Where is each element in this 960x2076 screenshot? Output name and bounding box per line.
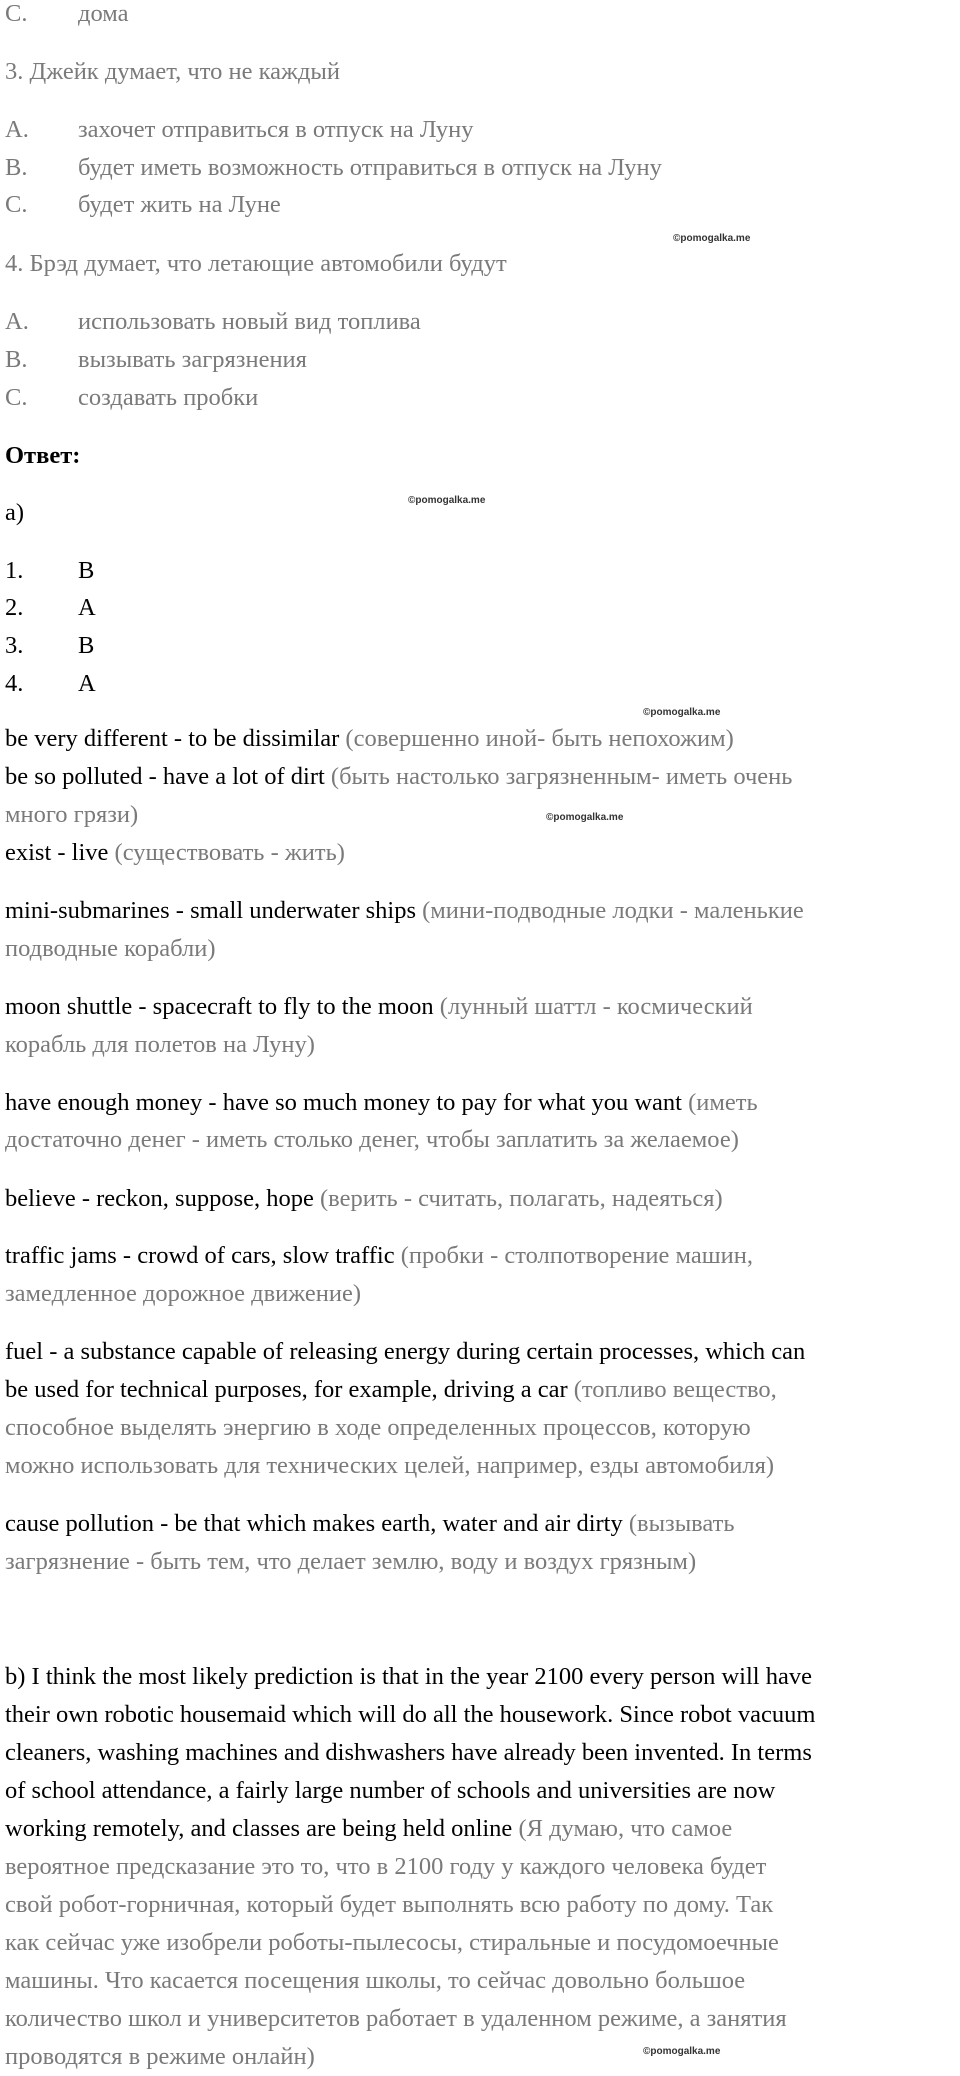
vocab-english: moon shuttle - spacecraft to fly to the moon bbox=[5, 993, 434, 1020]
part-b-text: of school attendance, a fairly large number of schools and universities are now bbox=[5, 1777, 776, 1804]
option-text: вызывать загрязнения bbox=[78, 346, 307, 373]
vocab-entry bbox=[5, 1505, 954, 1543]
answer-heading: Ответ: bbox=[5, 442, 81, 469]
vocab-translation: замедленное дорожное движение) bbox=[5, 1280, 362, 1307]
vocab-entry bbox=[5, 1237, 954, 1275]
part-a-label: a) bbox=[5, 499, 25, 526]
vocab-translation: (мини-подводные лодки - маленькие bbox=[422, 897, 804, 924]
vocab-translation: корабль для полетов на Луну) bbox=[5, 1031, 315, 1058]
vocab-translation: (быть настолько загрязненным- иметь очень bbox=[330, 763, 793, 790]
vocab-english: traffic jams - crowd of cars, slow traffic bbox=[5, 1242, 395, 1269]
vocab-translation: (верить - считать, полагать, надеяться) bbox=[320, 1185, 723, 1212]
vocab-english: exist - live bbox=[5, 839, 109, 866]
vocab-entry bbox=[5, 1371, 954, 1409]
vocab-english: have enough money - have so much money to pay for what you want bbox=[5, 1089, 682, 1116]
part-b-translation: как сейчас уже изобрели роботы-пылесосы, стиральные и посудомоечные bbox=[5, 1929, 779, 1956]
answer-value: A bbox=[78, 670, 96, 697]
answer-item bbox=[5, 627, 94, 665]
vocab-english: believe - reckon, suppose, hope bbox=[5, 1185, 314, 1212]
vocab-translation: (пробки - столпотворение машин, bbox=[400, 1242, 753, 1269]
answer-number: 2. bbox=[5, 594, 24, 621]
vocab-english: mini-submarines - small underwater ships bbox=[5, 897, 416, 924]
vocab-translation: (существовать - жить) bbox=[114, 839, 345, 866]
vocab-entry bbox=[5, 1084, 954, 1122]
vocab-translation: (лунный шаттл - космический bbox=[439, 993, 753, 1020]
option-text: захочет отправиться в отпуск на Луну bbox=[78, 116, 474, 143]
option-letter: A. bbox=[5, 308, 29, 335]
answer-number: 1. bbox=[5, 557, 24, 584]
watermark: ©pomogalka.me bbox=[643, 707, 721, 718]
answer-number: 3. bbox=[5, 632, 24, 659]
q4-option-b bbox=[5, 341, 307, 379]
vocab-entry bbox=[5, 758, 954, 796]
vocab-entry bbox=[5, 892, 954, 930]
q3-option-b bbox=[5, 149, 662, 187]
watermark: ©pomogalka.me bbox=[408, 495, 486, 506]
part-b-english: working remotely, and classes are being held online bbox=[5, 1815, 513, 1842]
answer-number: 4. bbox=[5, 670, 24, 697]
q3-stem: 3. Джейк думает, что не каждый bbox=[5, 58, 340, 85]
part-b-text: their own robotic housemaid which will do all the housework. Since robot vacuum bbox=[5, 1701, 816, 1728]
part-b-translation: (Я думаю, что самое bbox=[518, 1815, 733, 1842]
answer-value: B bbox=[78, 632, 95, 659]
part-b-text: cleaners, washing machines and dishwashers have already been invented. In terms bbox=[5, 1739, 812, 1766]
vocab-translation: (иметь bbox=[688, 1089, 758, 1116]
answer-item bbox=[5, 589, 96, 627]
option-letter: B. bbox=[5, 346, 28, 373]
vocab-translation: много грязи) bbox=[5, 801, 139, 828]
vocab-entry bbox=[5, 988, 954, 1026]
watermark: ©pomogalka.me bbox=[546, 812, 624, 823]
part-b-translation: свой робот-горничная, который будет выполнять всю работу по дому. Так bbox=[5, 1891, 774, 1918]
vocab-translation: загрязнение - быть тем, что делает землю, воду и воздух грязным) bbox=[5, 1548, 697, 1575]
vocab-english: be very different - to be dissimilar bbox=[5, 725, 340, 752]
vocab-english: be used for technical purposes, for example, driving a car bbox=[5, 1376, 568, 1403]
answer-value: B bbox=[78, 557, 95, 584]
part-b-text bbox=[5, 1810, 954, 1848]
answer-value: A bbox=[78, 594, 96, 621]
answer-item bbox=[5, 665, 96, 703]
option-text: будет жить на Луне bbox=[78, 191, 281, 218]
q4-option-a bbox=[5, 303, 421, 341]
answer-item bbox=[5, 552, 94, 590]
vocab-entry bbox=[5, 834, 954, 872]
part-b-translation: проводятся в режиме онлайн) bbox=[5, 2043, 315, 2070]
watermark: ©pomogalka.me bbox=[643, 2046, 721, 2057]
option-text: будет иметь возможность отправиться в отпуск на Луну bbox=[78, 154, 662, 181]
option-letter: C. bbox=[5, 384, 28, 411]
option-letter: C. bbox=[5, 0, 28, 27]
vocab-english: be so polluted - have a lot of dirt bbox=[5, 763, 325, 790]
q2-option-c bbox=[5, 0, 128, 33]
q4-stem: 4. Брэд думает, что летающие автомобили будут bbox=[5, 250, 507, 277]
part-b-translation: машины. Что касается посещения школы, то сейчас довольно большое bbox=[5, 1967, 746, 1994]
vocab-translation: можно использовать для технических целей, например, езды автомобиля) bbox=[5, 1452, 775, 1479]
option-letter: B. bbox=[5, 154, 28, 181]
vocab-translation: (совершенно иной- быть непохожим) bbox=[345, 725, 734, 752]
option-text: использовать новый вид топлива bbox=[78, 308, 421, 335]
part-b-text: b) I think the most likely prediction is that in the year 2100 every person will have bbox=[5, 1663, 812, 1690]
vocab-english: cause pollution - be that which makes earth, water and air dirty bbox=[5, 1510, 623, 1537]
part-b-translation: вероятное предсказание это то, что в 2100 году у каждого человека будет bbox=[5, 1853, 767, 1880]
option-text: дома bbox=[78, 0, 129, 27]
option-letter: A. bbox=[5, 116, 29, 143]
vocab-translation: (топливо вещество, bbox=[573, 1376, 777, 1403]
vocab-entry bbox=[5, 720, 954, 758]
option-text: создавать пробки bbox=[78, 384, 259, 411]
vocab-entry bbox=[5, 1180, 954, 1218]
q3-option-c bbox=[5, 186, 281, 224]
vocab-translation: (вызывать bbox=[628, 1510, 735, 1537]
part-b-translation: количество школ и университетов работает в удаленном режиме, а занятия bbox=[5, 2005, 787, 2032]
vocab-translation: подводные корабли) bbox=[5, 935, 216, 962]
q3-option-a bbox=[5, 111, 474, 149]
vocab-translation: достаточно денег - иметь столько денег, чтобы заплатить за желаемое) bbox=[5, 1126, 739, 1153]
vocab-translation: способное выделять энергию в ходе определенных процессов, которую bbox=[5, 1414, 751, 1441]
option-letter: C. bbox=[5, 191, 28, 218]
watermark: ©pomogalka.me bbox=[673, 233, 751, 244]
vocab-english: fuel - a substance capable of releasing energy during certain processes, which can bbox=[5, 1338, 806, 1365]
q4-option-c bbox=[5, 379, 258, 417]
